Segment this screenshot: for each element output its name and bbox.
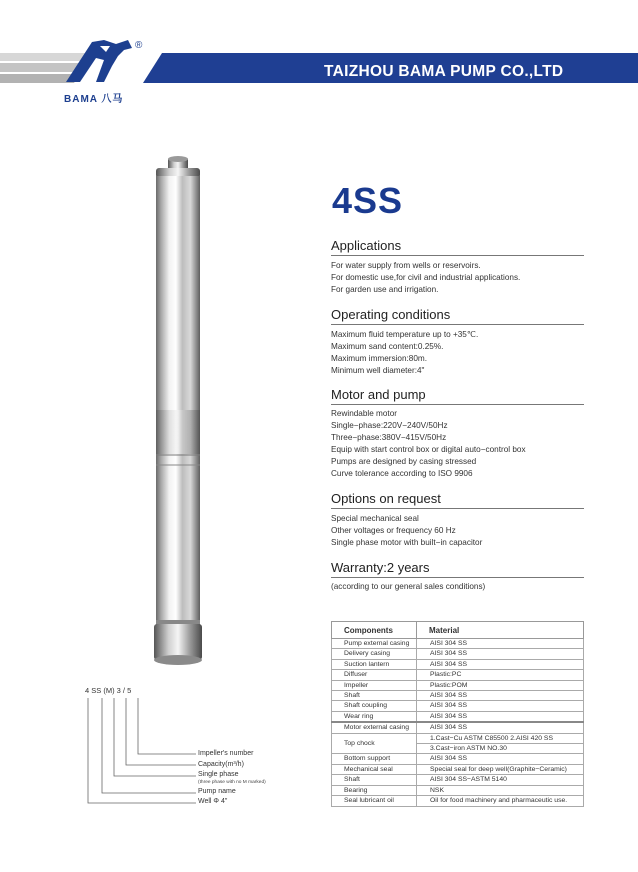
material-cell: AISI 304 SS [417,691,584,701]
component-cell: Wear ring [332,711,417,722]
legend-pump-name: Pump name [198,788,236,795]
header-graphic [0,0,638,100]
materials-table [331,621,584,807]
component-cell: Delivery casing [332,649,417,659]
material-cell: AISI 304 SS [417,722,584,733]
material-cell: Plastic:POM [417,680,584,690]
section-body-options [331,513,482,549]
legend-three-phase-note: (three phase with no M marked) [198,780,266,785]
table-row [332,691,584,701]
table-row [332,639,584,649]
component-cell: Shaft [332,775,417,785]
text-line: Other voltages or frequency 60 Hz [331,526,456,535]
text-line: For garden use and irrigation. [331,285,439,294]
material-cell: 3.Cast−iron ASTM NO.30 [417,744,584,754]
text-line: Single phase motor with built−in capacitor [331,538,483,547]
text-line: Curve tolerance according to ISO 9906 [331,469,473,478]
table-row [332,649,584,659]
legend-well: Well Φ 4" [198,798,228,805]
table-row [332,722,584,733]
text-line: Maximum sand content:0.25%. [331,342,444,351]
legend-single-phase: Single phase [198,771,239,778]
text-line: (according to our general sales conditions) [331,582,486,591]
material-cell: AISI 304 SS [417,639,584,649]
component-cell: Diffuser [332,670,417,680]
divider [331,508,584,509]
section-title-operating-conditions: Operating conditions [331,307,451,322]
component-cell: Seal lubricant oil [332,796,417,806]
header-components: Components [332,622,417,639]
material-cell: AISI 304 SS [417,649,584,659]
component-cell: Impeller [332,680,417,690]
material-cell: 1.Cast−Cu ASTM C85500 2.AISI 420 SS [417,733,584,743]
component-cell: Bearing [332,785,417,795]
table-row [332,764,584,774]
legend-capacity: Capacity(m³/h) [198,761,244,768]
component-cell: Shaft coupling [332,701,417,711]
text-line: Rewindable motor [331,409,397,418]
divider [331,404,584,405]
text-line: Special mechanical seal [331,514,419,523]
material-cell: Special seal for deep well(Graphite−Ceramic) [417,764,584,774]
table-row [332,775,584,785]
pump-image [148,150,208,672]
table-header-row [332,622,584,639]
component-cell: Motor external casing [332,722,417,733]
table-row [332,701,584,711]
registered-mark: ® [135,40,143,51]
table-row [332,711,584,722]
section-body-operating-conditions [331,329,478,377]
section-body-motor-and-pump [331,408,526,480]
text-line: Maximum fluid temperature up to +35℃. [331,330,479,339]
divider [331,324,584,325]
section-body-warranty [331,581,485,593]
text-line: Three−phase:380V−415V/50Hz [331,433,447,442]
legend-leader-lines [80,696,200,808]
table-row [332,680,584,690]
component-cell: Suction lantern [332,659,417,669]
text-line: For domestic use,for civil and industrial applications. [331,273,521,282]
table-row [332,785,584,795]
material-cell: AISI 304 SS−ASTM 5140 [417,775,584,785]
divider [331,577,584,578]
material-cell: AISI 304 SS [417,754,584,764]
text-line: Minimum well diameter:4" [331,366,425,375]
section-title-options: Options on request [331,491,441,506]
table-row [332,670,584,680]
component-cell: Top chock [332,733,417,754]
table-row [332,754,584,764]
text-line: For water supply from wells or reservoirs. [331,261,481,270]
table-row [332,733,584,743]
component-cell: Pump external casing [332,639,417,649]
divider [331,255,584,256]
material-cell: Plastic:PC [417,670,584,680]
section-title-warranty: Warranty:2 years [331,560,430,575]
legend-impellers: Impeller's number [198,750,254,757]
text-line: Equip with start control box or digital auto−control box [331,445,526,454]
header-material: Material [417,622,584,639]
section-body-applications [331,260,520,296]
section-title-motor-and-pump: Motor and pump [331,387,426,402]
material-cell: NSK [417,785,584,795]
model-title: 4SS [332,180,404,221]
material-cell: AISI 304 SS [417,701,584,711]
company-name: TAIZHOU BAMA PUMP CO.,LTD [324,63,564,80]
table-row [332,796,584,806]
model-code: 4 SS (M) 3 / 5 [85,686,132,695]
component-cell: Bottom support [332,754,417,764]
table-row [332,659,584,669]
text-line: Maximum immersion:80m. [331,354,427,363]
material-cell: AISI 304 SS [417,659,584,669]
component-cell: Mechanical seal [332,764,417,774]
material-cell: AISI 304 SS [417,711,584,722]
section-title-applications: Applications [331,238,402,253]
logo-text: BAMA 八马 [64,94,124,105]
text-line: Pumps are designed by casing stressed [331,457,477,466]
component-cell: Shaft [332,691,417,701]
text-line: Single−phase:220V−240V/50Hz [331,421,448,430]
material-cell: Oil for food machinery and pharmaceutic use. [417,796,584,806]
